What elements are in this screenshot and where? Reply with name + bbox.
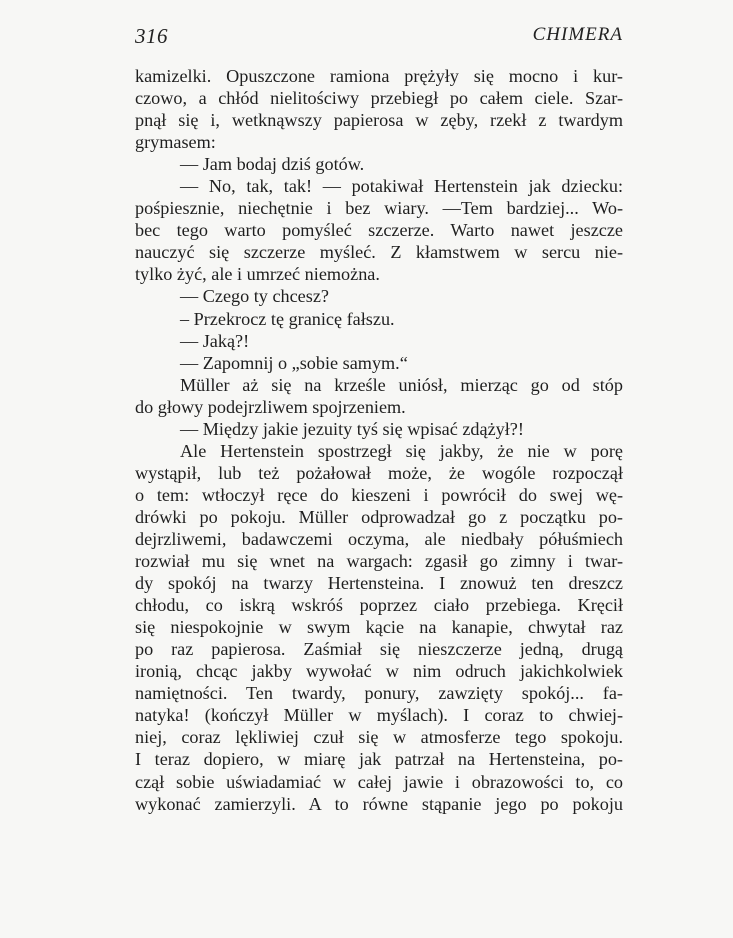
journal-title: CHIMERA xyxy=(532,24,623,45)
text-line: wykonać zamierzyli. A to równe stąpanie jego po pokoju xyxy=(135,793,623,814)
text-line: pośpiesznie, niechętnie i bez wiary. —Tem bardziej... Wo- xyxy=(135,198,623,219)
text-line: pnął się i, wetknąwszy papierosa w zęby, rzekł z twardym xyxy=(135,110,623,131)
text-line: nauczyć się szczerze myśleć. Z kłamstwem w sercu nie- xyxy=(135,242,623,263)
text-line: namiętności. Ten twardy, ponury, zawzięty spokój... fa- xyxy=(135,683,623,704)
text-line: — Między jakie jezuity tyś się wpisać zdążył?! xyxy=(180,418,524,439)
text-line: I teraz dopiero, w miarę jak patrzał na Hertensteina, po- xyxy=(135,749,623,770)
text-line: kamizelki. Opuszczone ramiona prężyły się mocno i kur- xyxy=(135,66,623,86)
text-line: po raz papierosa. Zaśmiał się nieszczerze jedną, drugą xyxy=(135,639,623,660)
text-line: o tem: wtłoczył ręce do kieszeni i powrócił do swej wę- xyxy=(135,484,623,505)
text-line: tylko żyć, ale i umrzeć niemożna. xyxy=(135,264,380,285)
text-line: Müller aż się na krześle uniósł, mierząc go od stóp xyxy=(180,374,623,395)
text-line: się niespokojnie w swym kącie na kanapie, chwytał raz xyxy=(135,617,623,638)
text-line: dy spokój na twarzy Hertensteina. I znowuż ten dreszcz xyxy=(135,573,623,594)
text-line: — No, tak, tak! — potakiwał Hertenstein jak dziecku: xyxy=(180,176,623,197)
page-number: 316 xyxy=(135,24,168,48)
text-line: rozwiał mu się wnet na wargach: zgasił go zimny i twar- xyxy=(135,551,623,572)
text-line: niej, coraz lękliwiej czuł się w atmosferze tego spokoju. xyxy=(135,727,623,748)
text-line: — Zapomnij o „sobie samym.“ xyxy=(180,352,408,373)
text-line: czął sobie uświadamiać w całej jawie i obrazowości to, co xyxy=(135,771,623,792)
body-text xyxy=(135,65,623,815)
text-line: ironią, chcąc jakby wywołać w nim odruch jakichkolwiek xyxy=(135,661,623,682)
running-head xyxy=(135,22,623,52)
text-line: — Jam bodaj dziś gotów. xyxy=(180,154,365,175)
text-line: wystąpił, lub też pożałował może, że wogóle rozpoczął xyxy=(135,462,623,483)
text-line: bec tego warto pomyśleć szczerze. Warto nawet jeszcze xyxy=(135,220,623,241)
text-line: drówki po pokoju. Müller odprowadzał go z początku po- xyxy=(135,506,623,527)
text-line: grymasem: xyxy=(135,132,216,153)
text-line: – Przekrocz tę granicę fałszu. xyxy=(180,308,395,329)
text-line: do głowy podejrzliwem spojrzeniem. xyxy=(135,396,406,417)
text-line: dejrzliwemi, badawczemi oczyma, ale niedbały półuśmiech xyxy=(135,528,623,549)
text-line: — Jaką?! xyxy=(180,330,250,351)
text-line: Ale Hertenstein spostrzegł się jakby, że nie w porę xyxy=(180,440,623,461)
text-line: czowo, a chłód nielitościwy przebiegł po całem ciele. Szar- xyxy=(135,88,623,109)
text-line: natyka! (kończył Müller w myślach). I coraz to chwiej- xyxy=(135,705,623,726)
text-line: — Czego ty chcesz? xyxy=(180,286,329,307)
text-line: chłodu, co iskrą wskróś poprzez ciało przebiega. Kręcił xyxy=(135,595,623,616)
